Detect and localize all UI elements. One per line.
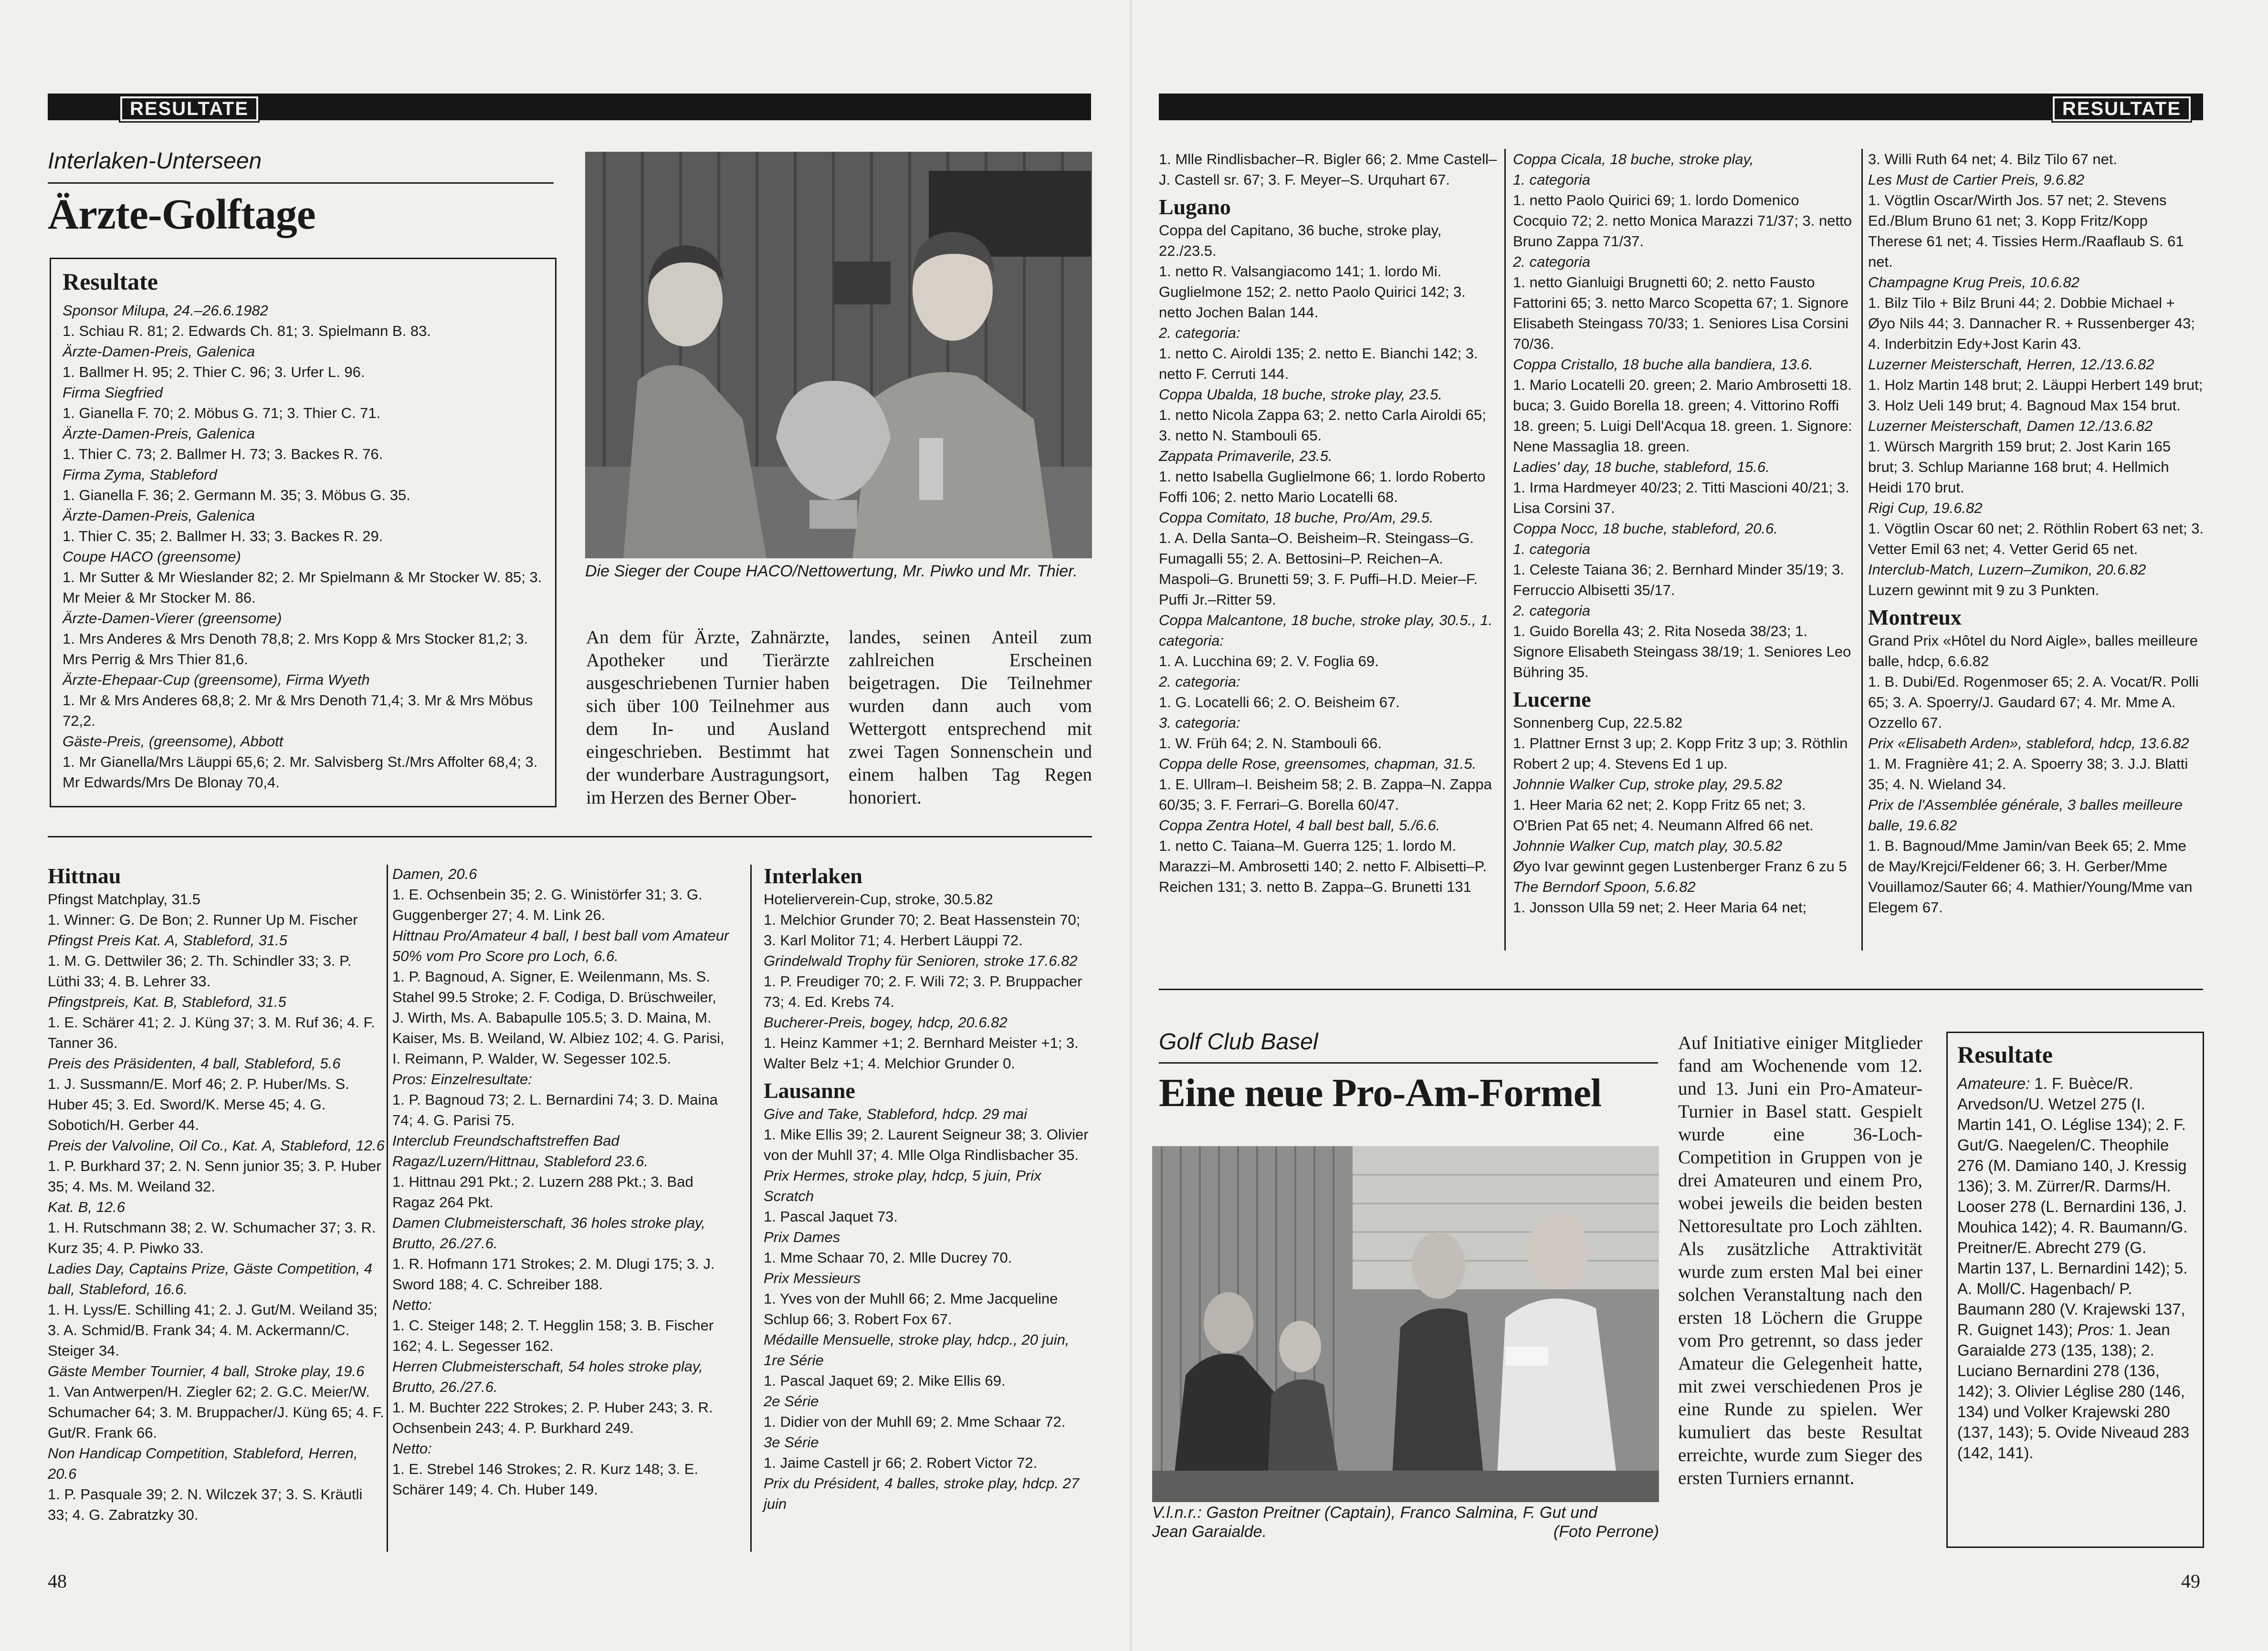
- result-entry: 1. netto Isabella Guglielmone 66; 1. lordo Roberto Foffi 106; 2. netto Mario Locatelli 68.: [1159, 468, 1486, 505]
- result-entry: 1. Irma Hardmeyer 40/23; 2. Titti Mascioni 40/21; 3. Lisa Corsini 37.: [1513, 479, 1849, 516]
- competition-title: Les Must de Cartier Preis, 9.6.82: [1868, 171, 2085, 188]
- result-entry: 1. Mike Ellis 39; 2. Laurent Seigneur 38; 3. Olivier von der Muhll 37; 4. Mlle Olga Rindlisbacher 35.: [764, 1126, 1089, 1163]
- competition-title: Damen, 20.6: [392, 866, 477, 882]
- group-photo-image: [1152, 1146, 1659, 1502]
- result-heading: Sponsor Milupa, 24.–26.6.1982: [63, 302, 268, 319]
- competition-title: 2e Série: [764, 1393, 819, 1410]
- results-box-title: Resultate: [63, 268, 158, 295]
- result-entry: 1. M. Buchter 222 Strokes; 2. P. Huber 243; 3. R. Ochsenbein 243; 4. P. Burkhard 249.: [392, 1399, 713, 1436]
- competition-title: Luzerner Meisterschaft, Herren, 12./13.6.82: [1868, 356, 2154, 373]
- club-heading: Hittnau: [48, 864, 121, 888]
- results-list: [63, 300, 544, 793]
- result-entry: 1. J. Sussmann/E. Morf 46; 2. P. Huber/Ms. S. Huber 45; 3. Ed. Sword/K. Merse 45; 4. G. Sobotich/H. Gerber 44.: [48, 1076, 349, 1133]
- result-entry: 1. Celeste Taiana 36; 2. Bernhard Minder 35/19; 3. Ferruccio Albisetti 35/17.: [1513, 561, 1844, 598]
- result-entry: 1. M. G. Dettwiler 36; 2. Th. Schindler 33; 3. P. Lüthi 33; 4. B. Lehrer 33.: [48, 952, 352, 990]
- section-band: [48, 94, 1091, 120]
- result-heading: Ärzte-Damen-Vierer (greensome): [63, 610, 282, 627]
- competition-title: Interclub-Match, Luzern–Zumikon, 20.6.82: [1868, 561, 2146, 578]
- competition-title: Luzerner Meisterschaft, Damen 12./13.6.82: [1868, 418, 2153, 434]
- result-entry: Nene Massaglia 18. green.: [1513, 438, 1690, 455]
- competition-title: Coppa Zentra Hotel, 4 ball best ball, 5./6.6.: [1159, 817, 1440, 834]
- result-entry: 1. Holz Martin 148 brut; 2. Läuppi Herbert 149 brut; 3. Holz Ueli 149 brut; 4. Bagnoud Max 154 brut.: [1868, 376, 2203, 414]
- competition-title: Coppa Ubalda, 18 buche, stroke play, 23.5.: [1159, 386, 1442, 403]
- club-heading: Interlaken: [764, 864, 862, 888]
- competition-title: Zappata Primaverile, 23.5.: [1159, 448, 1333, 464]
- result-text: 1. Mr Sutter & Mr Wieslander 82; 2. Mr Spielmann & Mr Stocker W. 85; 3. Mr Meier & Mr Stocker M. 86.: [63, 569, 542, 606]
- photo-caption: Die Sieger der Coupe HACO/Nettowertung, Mr. Piwko und Mr. Thier.: [585, 562, 1078, 580]
- result-text: 1. Ballmer H. 95; 2. Thier C. 96; 3. Urfer L. 96.: [63, 364, 365, 380]
- result-entry: 1. E. Schärer 41; 2. J. Küng 37; 3. M. Ruf 36; 4. F. Tanner 36.: [48, 1014, 375, 1051]
- column-rule: [1504, 149, 1506, 951]
- result-entry: 1. P. Bagnoud, A. Signer, E. Weilenmann, Ms. S. Stahel 99.5 Stroke; 2. F. Codiga, D. Brüschweiler, J. Wirth, Ms. A. Babapulle 105.5; 3. D. Maina, M. Kaiser, Ms. B. Weiland, W. Albiez 102; 4. G. Parisi, I. Reimann, P. Walder, W. Segesser 102.5.: [392, 968, 724, 1067]
- competition-title: Interclub Freundschaftstreffen Bad Ragaz/Luzern/Hittnau, Stableford 23.6.: [392, 1132, 648, 1170]
- result-entry: 1. netto C. Taiana–M. Guerra 125; 1. lordo M. Marazzi–M. Ambrosetti 140; 2. netto F. Albisetti–P. Reichen 131; 3. netto B. Zappa–G. Brunetti 131: [1159, 837, 1487, 895]
- article-body-col1: An dem für Ärzte, Zahnärzte, Apotheker und Tierärzte ausgeschriebenen Turnier haben sich über 100 Teilnehmer aus dem In- und Ausland eingeschrieben. Bestimmt hat der wunderbare Austragungsort, im Herzen des Berner Ober-: [586, 627, 830, 808]
- result-entry: 1. netto R. Valsangiacomo 141; 1. lordo Mi. Guglielmone 152; 2. netto Paolo Quirici 142; 3. netto Jochen Balan 144.: [1159, 263, 1466, 321]
- competition-title: Coppa Cristallo, 18 buche alla bandiera, 13.6.: [1513, 356, 1814, 373]
- column-rule: [750, 865, 752, 1552]
- competition-title: 2. categoria: [1513, 253, 1590, 270]
- result-entry: 1. Pascal Jaquet 73.: [764, 1208, 898, 1225]
- result-entry: Coppa del Capitano, 36 buche, stroke play, 22./23.5.: [1159, 222, 1442, 259]
- section-divider: [48, 836, 1092, 837]
- result-text: 1. Mr & Mrs Anderes 68,8; 2. Mr & Mrs Denoth 71,4; 3. Mr & Mrs Möbus 72,2.: [63, 692, 533, 729]
- competition-title: Ladies Day, Captains Prize, Gäste Competition, 4 ball, Stableford, 16.6.: [48, 1260, 373, 1297]
- result-entry: 1. Yves von der Muhll 66; 2. Mme Jacqueline Schlup 66; 3. Robert Fox 67.: [764, 1290, 1058, 1327]
- result-text: 1. Gianella F. 36; 2. Germann M. 35; 3. Möbus G. 35.: [63, 487, 410, 503]
- result-entry: 1. B. Dubi/Ed. Rogenmoser 65; 2. A. Vocat/R. Polli 65; 3. A. Spoerry/J. Gaudard 67; 4. Mr. Mme A. Ozzello 67.: [1868, 673, 2199, 731]
- kicker-underline: [48, 182, 554, 184]
- competition-title: Coppa Cicala, 18 buche, stroke play,: [1513, 151, 1754, 167]
- result-text: 1. Gianella F. 70; 2. Möbus G. 71; 3. Thier C. 71.: [63, 405, 381, 421]
- result-entry: 1. B. Bagnoud/Mme Jamin/van Beek 65; 2. Mme de May/Krejci/Feldener 66; 3. H. Gerber/Mme Vouillamoz/Sauter 66; 4. Mathier/Young/Mme van Elegem 67.: [1868, 837, 2193, 916]
- result-entry: 1. Didier von der Muhll 69; 2. Mme Schaar 72.: [764, 1413, 1066, 1430]
- result-entry: 1. Mme Schaar 70, 2. Mlle Ducrey 70.: [764, 1249, 1012, 1266]
- result-entry: 1. Vögtlin Oscar 60 net; 2. Röthlin Robert 63 net; 3. Vetter Emil 63 net; 4. Vetter Gerid 65 net.: [1868, 520, 2204, 557]
- club-heading: Montreux: [1868, 605, 1962, 629]
- competition-title: Netto:: [392, 1440, 432, 1457]
- competition-title: Bucherer-Preis, bogey, hdcp, 20.6.82: [764, 1014, 1008, 1031]
- result-text: 1. Schiau R. 81; 2. Edwards Ch. 81; 3. Spielmann B. 83.: [63, 323, 431, 339]
- result-entry: 1. P. Freudiger 70; 2. F. Wili 72; 3. P. Bruppacher 73; 4. Ed. Krebs 74.: [764, 973, 1082, 1010]
- article-body: Auf Initiative einiger Mitglieder fand am Wochenende vom 12. und 13. Juni ein Pro-Amateur-Turnier in Basel statt. Gespielt wurde eine 36-Loch-Competition in Gruppen von je drei Amateuren und einem Pro, wobei jeweils die beiden besten Nettoresultate pro Loch zählten. Als zusätzliche Attraktivität wurde zum ersten Mal bei einer solchen Veranstaltung nach den ersten 18 Löchern die Gruppe vom Pro getrennt, so dass jeder Amateur die Gelegenheit hatte, mit zwei verschiedenen Pros je eine Runde zu spielen. Wer kumuliert das beste Resultat erreichte, wurde zum Sieger des ersten Turniers ernannt.: [1678, 1033, 1922, 1488]
- page-number: 48: [48, 1570, 67, 1592]
- result-text: 1. Thier C. 35; 2. Ballmer H. 33; 3. Backes R. 29.: [63, 528, 383, 544]
- competition-title: Prix Hermes, stroke play, hdcp, 5 juin, Prix Scratch: [764, 1167, 1041, 1204]
- competition-title: Pfingst Preis Kat. A, Stableford, 31.5: [48, 932, 288, 949]
- results-box: [50, 258, 556, 807]
- result-entry: 1. Würsch Margrith 159 brut; 2. Jost Karin 165 brut; 3. Schlup Marianne 168 brut; 4. Hellmich Heidi 170 brut.: [1868, 438, 2171, 496]
- competition-title: Rigi Cup, 19.6.82: [1868, 500, 1983, 516]
- section-label: RESULTATE: [120, 96, 258, 121]
- competition-title: Prix Dames: [764, 1229, 840, 1245]
- competition-title: The Berndorf Spoon, 5.6.82: [1513, 878, 1696, 895]
- result-entry: 1. R. Hofmann 171 Strokes; 2. M. Dlugi 175; 3. J. Sword 188; 4. C. Schreiber 188.: [392, 1255, 715, 1293]
- competition-title: 3. categoria:: [1159, 714, 1240, 731]
- competition-title: Preis des Präsidenten, 4 ball, Stableford, 5.6: [48, 1055, 341, 1072]
- result-entry: 1. W. Früh 64; 2. N. Stambouli 66.: [1159, 735, 1382, 752]
- competition-title: 1. categoria: [1513, 171, 1590, 188]
- competition-title: Kat. B, 12.6: [48, 1199, 125, 1215]
- competition-title: 3e Série: [764, 1434, 819, 1451]
- article-kicker: Golf Club Basel: [1159, 1029, 1318, 1055]
- photo-caption-line-2: [1152, 1522, 1659, 1541]
- result-heading: Ärzte-Damen-Preis, Galenica: [63, 343, 255, 360]
- result-text: 1. Mr Gianella/Mrs Läuppi 65,6; 2. Mr. Salvisberg St./Mrs Affolter 68,4; 3. Mr Edwards/Mrs De Blonay 70,4.: [63, 753, 538, 791]
- result-entry: 1. Bilz Tilo + Bilz Bruni 44; 2. Dobbie Michael + Øyo Nils 44; 3. Dannacher R. + Russenberger 43; 4. Inderbitzin Edy+Jost Karin 43.: [1868, 294, 2195, 352]
- results-box-title: Resultate: [1957, 1041, 2053, 1068]
- competition-title: 2. categoria:: [1159, 324, 1240, 341]
- photo-credit: (Foto Perrone): [1553, 1523, 1659, 1541]
- result-heading: Ärzte-Ehepaar-Cup (greensome), Firma Wyeth: [63, 671, 370, 688]
- result-entry: 1. Winner: G. De Bon; 2. Runner Up M. Fischer: [48, 911, 358, 928]
- competition-title: Coppa Comitato, 18 buche, Pro/Am, 29.5.: [1159, 509, 1434, 526]
- photo-caption-line-1: V.l.n.r.: Gaston Preitner (Captain), Franco Salmina, F. Gut und: [1152, 1504, 1597, 1522]
- section-band: [1159, 94, 2203, 120]
- article-headline: Eine neue Pro-Am-Formel: [1159, 1071, 1602, 1115]
- result-entry: 1. P. Bagnoud 73; 2. L. Bernardini 74; 3. D. Maina 74; 4. G. Parisi 75.: [392, 1091, 718, 1129]
- competition-title: Coppa Malcantone, 18 buche, stroke play, 30.5., 1. categoria:: [1159, 612, 1493, 649]
- competition-title: Johnnie Walker Cup, stroke play, 29.5.82: [1513, 776, 1783, 793]
- competition-title: Hittnau Pro/Amateur 4 ball, I best ball vom Amateur 50% vom Pro Score pro Loch, 6.6.: [392, 927, 729, 964]
- result-entry: Øyo Ivar gewinnt gegen Lustenberger Franz 6 zu 5: [1513, 858, 1847, 875]
- competition-title: Champagne Krug Preis, 10.6.82: [1868, 274, 2079, 291]
- competition-title: 1. categoria: [1513, 541, 1590, 557]
- result-entry: 1. netto Gianluigi Brugnetti 60; 2. netto Fausto Fattorini 65; 3. netto Marco Scopetta 67; 1. Signore Elisabeth Steingass 70/33; 1. Seniores Lisa Corsini 70/36.: [1513, 274, 1849, 352]
- competition-title: Give and Take, Stableford, hdcp. 29 mai: [764, 1106, 1028, 1122]
- group-photo: [1152, 1146, 1659, 1502]
- result-entry: 1. P. Pasquale 39; 2. N. Wilczek 37; 3. S. Kräutli 33; 4. G. Zabratzky 30.: [48, 1486, 363, 1523]
- competition-title: Pros: Einzelresultate:: [392, 1071, 532, 1087]
- pros-results: 1. Jean Garaialde 273 (135, 138); 2. Luciano Bernardini 278 (136, 142); 3. Olivier Léglise 280 (146, 134) und Volker Krajewski 280 (137, 143); 5. Ovide Niveaud 283 (142, 141).: [1957, 1321, 2190, 1462]
- result-entry: 1. Vögtlin Oscar/Wirth Jos. 57 net; 2. Stevens Ed./Blum Bruno 61 net; 3. Kopp Fritz/Kopp Therese 61 net; 4. Tissies Herm./Raaflaub S. 61 net.: [1868, 192, 2184, 270]
- results-column-1: [48, 859, 385, 1525]
- results-box-content: [1957, 1073, 2193, 1463]
- result-entry: 3. Willi Ruth 64 net; 4. Bilz Tilo 67 net.: [1868, 151, 2118, 167]
- result-heading: Ärzte-Damen-Preis, Galenica: [63, 507, 255, 524]
- competition-title: 2. categoria: [1513, 602, 1590, 619]
- column-rule: [387, 865, 388, 1552]
- competition-title: Coppa delle Rose, greensomes, chapman, 31.5.: [1159, 755, 1477, 772]
- result-entry: 1. Heinz Kammer +1; 2. Bernhard Meister +1; 3. Walter Belz +1; 4. Melchior Grunder 0.: [764, 1034, 1079, 1072]
- result-entry: 1. P. Burkhard 37; 2. N. Senn junior 35; 3. P. Huber 35; 4. Ms. M. Weiland 32.: [48, 1158, 381, 1195]
- competition-title: Pfingstpreis, Kat. B, Stableford, 31.5: [48, 993, 286, 1010]
- article-kicker: Interlaken-Unterseen: [48, 148, 262, 174]
- photo-caption: [1152, 1503, 1659, 1541]
- result-entry: 1. Melchior Grunder 70; 2. Beat Hassenstein 70; 3. Karl Molitor 71; 4. Herbert Läuppi 72.: [764, 911, 1081, 949]
- column-rule: [1861, 149, 1863, 951]
- result-entry: 1. Jaime Castell jr 66; 2. Robert Victor 72.: [764, 1454, 1038, 1471]
- result-heading: Firma Siegfried: [63, 384, 163, 401]
- article-headline: Ärzte-Golftage: [48, 191, 315, 238]
- result-heading: Gäste-Preis, (greensome), Abbott: [63, 733, 284, 750]
- competition-title: 2. categoria:: [1159, 673, 1240, 690]
- club-heading: Lausanne: [764, 1078, 855, 1103]
- competition-title: Ladies' day, 18 buche, stableford, 15.6.: [1513, 459, 1770, 475]
- results-box: [1946, 1032, 2204, 1548]
- result-entry: 1. C. Steiger 148; 2. T. Hegglin 158; 3. B. Fischer 162; 4. L. Segesser 162.: [392, 1317, 714, 1354]
- section-label: RESULTATE: [2053, 96, 2191, 121]
- result-text: 1. Mrs Anderes & Mrs Denoth 78,8; 2. Mrs Kopp & Mrs Stocker 81,2; 3. Mrs Perrig & Mrs Thier 81,6.: [63, 630, 528, 668]
- competition-title: Prix de l'Assemblée générale, 3 balles meilleure balle, 19.6.82: [1868, 796, 2183, 834]
- photo-caption-names: Jean Garaialde.: [1152, 1523, 1267, 1541]
- page-number: 49: [2181, 1570, 2200, 1592]
- result-entry: 1. netto Nicola Zappa 63; 2. netto Carla Airoldi 65; 3. netto N. Stambouli 65.: [1159, 407, 1486, 444]
- result-entry: 1. E. Strebel 146 Strokes; 2. R. Kurz 148; 3. E. Schärer 149; 4. Ch. Huber 149.: [392, 1461, 698, 1498]
- amateure-label: Amateure:: [1957, 1075, 2030, 1092]
- results-column-2: [392, 864, 730, 1500]
- result-heading: Ärzte-Damen-Preis, Galenica: [63, 425, 255, 442]
- result-entry: 1. E. Ochsenbein 35; 2. G. Winistörfer 31; 3. G. Guggenberger 27; 4. M. Link 26.: [392, 886, 703, 923]
- winners-photo: [585, 152, 1092, 558]
- result-entry: Luzern gewinnt mit 9 zu 3 Punkten.: [1868, 582, 2100, 598]
- result-entry: 1. Hittnau 291 Pkt.; 2. Luzern 288 Pkt.; 3. Bad Ragaz 264 Pkt.: [392, 1173, 693, 1211]
- club-heading: Lucerne: [1513, 687, 1591, 711]
- result-entry: 1. A. Della Santa–O. Beisheim–R. Steingass–G. Fumagalli 55; 2. A. Bettosini–P. Reichen–A. Maspoli–G. Brunetti 59; 3. F. Puffi–H.D. Meier–F. Puffi Jr.–Ritter 59.: [1159, 530, 1478, 608]
- competition-title: Johnnie Walker Cup, match play, 30.5.82: [1513, 837, 1783, 854]
- result-entry: 1. Jonsson Ulla 59 net; 2. Heer Maria 64 net;: [1513, 899, 1807, 916]
- competition-title: Prix «Elisabeth Arden», stableford, hdcp, 13.6.82: [1868, 735, 2189, 752]
- result-text: 1. Thier C. 73; 2. Ballmer H. 73; 3. Backes R. 76.: [63, 446, 383, 462]
- competition-title: Prix du Président, 4 balles, stroke play, hdcp. 27 juin: [764, 1475, 1080, 1512]
- kicker-underline: [1159, 1062, 1658, 1064]
- competition-title: Non Handicap Competition, Stableford, Herren, 20.6: [48, 1445, 358, 1482]
- result-entry: 1. Guido Borella 43; 2. Rita Noseda 38/23; 1. Signore Elisabeth Steingass 38/19; 1. Seniores Leo Bühring 35.: [1513, 623, 1851, 680]
- competition-title: Médaille Mensuelle, stroke play, hdcp., 20 juin, 1re Série: [764, 1331, 1070, 1369]
- result-entry: 1. Mario Locatelli 20. green; 2. Mario Ambrosetti 18. buca; 3. Guido Borella 18. green; 4. Vittorino Roffi 18. green; 5. Luigi Dell'Acqua 18. green. 1. Signore:: [1513, 376, 1852, 434]
- result-entry: 1. Van Antwerpen/H. Ziegler 62; 2. G.C. Meier/W. Schumacher 64; 3. M. Bruppacher/J. Küng 65; 4. F. Gut/R. Frank 66.: [48, 1383, 384, 1441]
- result-entry: 1. H. Rutschmann 38; 2. W. Schumacher 37; 3. R. Kurz 35; 4. P. Piwko 33.: [48, 1219, 376, 1256]
- result-entry: 1. A. Lucchina 69; 2. V. Foglia 69.: [1159, 653, 1379, 669]
- winners-photo-image: [585, 152, 1092, 558]
- result-entry: 1. M. Fragnière 41; 2. A. Spoerry 38; 3. J.J. Blatti 35; 4. N. Wieland 34.: [1868, 755, 2188, 793]
- result-entry: 1. E. Ullram–I. Beisheim 58; 2. B. Zappa–N. Zappa 60/35; 3. F. Ferrari–G. Borella 60/47.: [1159, 776, 1492, 813]
- result-entry: 1. netto Paolo Quirici 69; 1. lordo Domenico Cocquio 72; 2. netto Monica Marazzi 71/37; 3. netto Bruno Zappa 71/37.: [1513, 192, 1852, 250]
- article-body-col2: landes, seinen Anteil zum zahlreichen Erscheinen beigetragen. Die Teilnehmer wurden dann auch vom Wettergott entsprechend mit zwei Tagen Sonnenschein und einem halben Tag Regen honoriert.: [849, 627, 1092, 808]
- competition-title: Prix Messieurs: [764, 1270, 861, 1286]
- result-entry: 1. Heer Maria 62 net; 2. Kopp Fritz 65 net; 3. O'Brien Pat 65 net; 4. Neumann Alfred 66 net.: [1513, 796, 1814, 834]
- competition-title: Preis der Valvoline, Oil Co., Kat. A, Stableford, 12.6: [48, 1137, 385, 1154]
- competition-title: Gäste Member Tournier, 4 ball, Stroke play, 19.6: [48, 1363, 365, 1379]
- club-heading: Lugano: [1159, 195, 1231, 219]
- result-entry: Grand Prix «Hôtel du Nord Aigle», balles meilleure balle, hdcp, 6.6.82: [1868, 632, 2198, 669]
- result-entry: 1. netto C. Airoldi 135; 2. netto E. Bianchi 142; 3. netto F. Cerruti 144.: [1159, 345, 1478, 382]
- results-column-3: [764, 859, 1093, 1514]
- result-entry: 1. Plattner Ernst 3 up; 2. Kopp Fritz 3 up; 3. Röthlin Robert 2 up; 4. Stevens Ed 1 up.: [1513, 735, 1848, 772]
- competition-title: Damen Clubmeisterschaft, 36 holes stroke play, Brutto, 26./27.6.: [392, 1214, 705, 1252]
- section-divider: [1159, 989, 2203, 990]
- result-entry: Sonnenberg Cup, 22.5.82: [1513, 714, 1683, 731]
- result-entry: 1. G. Locatelli 66; 2. O. Beisheim 67.: [1159, 694, 1400, 711]
- results-column-1: [1159, 149, 1499, 897]
- results-column-2: [1513, 149, 1854, 918]
- competition-title: Grindelwald Trophy für Senioren, stroke 17.6.82: [764, 952, 1078, 969]
- result-heading: Firma Zyma, Stableford: [63, 466, 217, 483]
- competition-title: Herren Clubmeisterschaft, 54 holes stroke play, Brutto, 26./27.6.: [392, 1358, 703, 1395]
- competition-title: Coppa Nocc, 18 buche, stableford, 20.6.: [1513, 520, 1778, 537]
- right-page: [1134, 0, 2268, 1651]
- left-page: [0, 0, 1131, 1651]
- competition-title: Netto:: [392, 1296, 432, 1313]
- result-entry: Pfingst Matchplay, 31.5: [48, 891, 200, 908]
- amateure-results: 1. F. Buèce/R. Arvedson/U. Wetzel 275 (I. Martin 141, O. Léglise 134); 2. F. Gut/G. Naegelen/C. Theophile 276 (M. Damiano 140, J. Kressig 136); 3. M. Zürrer/R. Darms/H. Looser 278 (L. Bernardini 136, J. Mouhica 142); 4. R. Baumann/G. Preitner/E. Abrecht 279 (G. Martin 137, L. Bernardini 142); 5. A. Moll/C. Hagenbach/ P. Baumann 280 (V. Krajewski 137, R. Guignet 143);: [1957, 1075, 2188, 1338]
- pros-label: Pros:: [2077, 1321, 2114, 1338]
- result-entry: 1. Mlle Rindlisbacher–R. Bigler 66; 2. Mme Castell–J. Castell sr. 67; 3. F. Meyer–S. Urquhart 67.: [1159, 151, 1497, 188]
- result-entry: Hotelierverein-Cup, stroke, 30.5.82: [764, 891, 993, 908]
- result-entry: 1. Pascal Jaquet 69; 2. Mike Ellis 69.: [764, 1372, 1006, 1389]
- result-entry: 1. H. Lyss/E. Schilling 41; 2. J. Gut/M. Weiland 35; 3. A. Schmid/B. Frank 34; 4. M. Ackermann/C. Steiger 34.: [48, 1301, 378, 1359]
- result-heading: Coupe HACO (greensome): [63, 548, 241, 565]
- results-column-3: [1868, 149, 2204, 918]
